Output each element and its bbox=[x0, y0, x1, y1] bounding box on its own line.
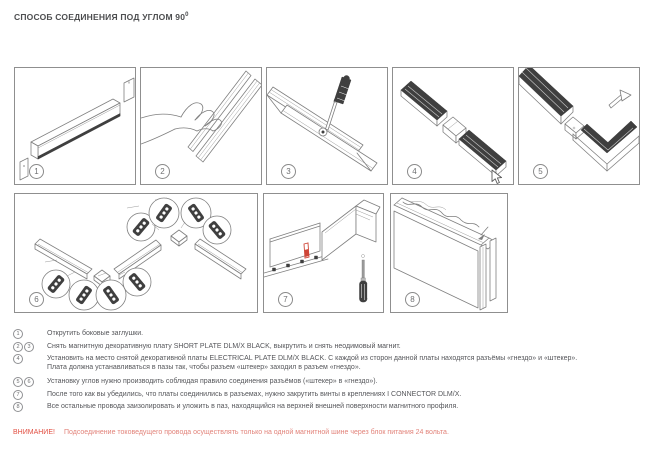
step-marker: 5 bbox=[13, 377, 23, 387]
instruction-item: 8 Все остальные провода заизолировать и уложить в паз, находящийся на верхней внешней поверхности магнитного профиля. bbox=[13, 402, 651, 412]
step-6-illustration bbox=[15, 194, 257, 312]
mouse-cursor-icon bbox=[491, 169, 504, 190]
step-marker: 2 bbox=[13, 342, 23, 352]
page-title: СПОСОБ СОЕДИНЕНИЯ ПОД УГЛОМ $90^0$ bbox=[14, 12, 189, 22]
step-number-badge: 4 bbox=[407, 164, 422, 179]
step-number-badge: 8 bbox=[405, 292, 420, 307]
step-marker: 7 bbox=[13, 390, 23, 400]
step-marker: 4 bbox=[13, 354, 23, 364]
step-panel-7 bbox=[263, 193, 384, 313]
step-marker: 1 bbox=[13, 329, 23, 339]
step-panel-2 bbox=[140, 67, 262, 185]
instruction-list bbox=[13, 329, 651, 415]
step-marker: 3 bbox=[24, 342, 34, 352]
step-panel-4 bbox=[392, 67, 514, 185]
step-panel-1 bbox=[14, 67, 136, 185]
warning-label: ВНИМАНИЕ! bbox=[13, 429, 55, 436]
step-panel-3 bbox=[266, 67, 388, 185]
step-number-badge: 2 bbox=[155, 164, 170, 179]
step-panel-8 bbox=[390, 193, 508, 313]
step-marker: 6 bbox=[24, 377, 34, 387]
step-panel-6 bbox=[14, 193, 258, 313]
instruction-item: 4 Установить на место снятой декоративной платы ELECTRICAL PLATE DLM/X BLACK. С каждой из сторон данной платы находятся разъёмы «гнездо» и «штекер». Плата должна устанавливаться в пазы так, чтобы разъем «штекер» заходил в разъем «гнездо». bbox=[13, 354, 651, 372]
instruction-item: 1 Открутить боковые заглушки. bbox=[13, 329, 651, 339]
instruction-item: 2 3 Снять магнитную декоративную плату SHORT PLATE DLM/X BLACK, выкрутить и снять неодимовый магнит. bbox=[13, 342, 651, 352]
warning-note bbox=[13, 429, 653, 436]
step-number-badge: 3 bbox=[281, 164, 296, 179]
step-number-badge: 5 bbox=[533, 164, 548, 179]
step-number-badge: 7 bbox=[278, 292, 293, 307]
warning-text: Подсоединение токоведущего провода осуществлять только на одной магнитной шине через блок питания 24 вольта. bbox=[63, 429, 449, 436]
step-number-badge: 1 bbox=[29, 164, 44, 179]
instruction-item: 5 6 Установку углов нужно производить соблюдая правило соединения разъёмов («штекер» в «гнездо»). bbox=[13, 377, 651, 387]
step-panel-5 bbox=[518, 67, 640, 185]
instruction-item: 7 После того как вы убедились, что платы соединились в разъемах, нужно закрутить винты в креплениях I CONNECTOR DLM/X. bbox=[13, 390, 651, 400]
step-marker: 8 bbox=[13, 402, 23, 412]
step-number-badge: 6 bbox=[29, 292, 44, 307]
